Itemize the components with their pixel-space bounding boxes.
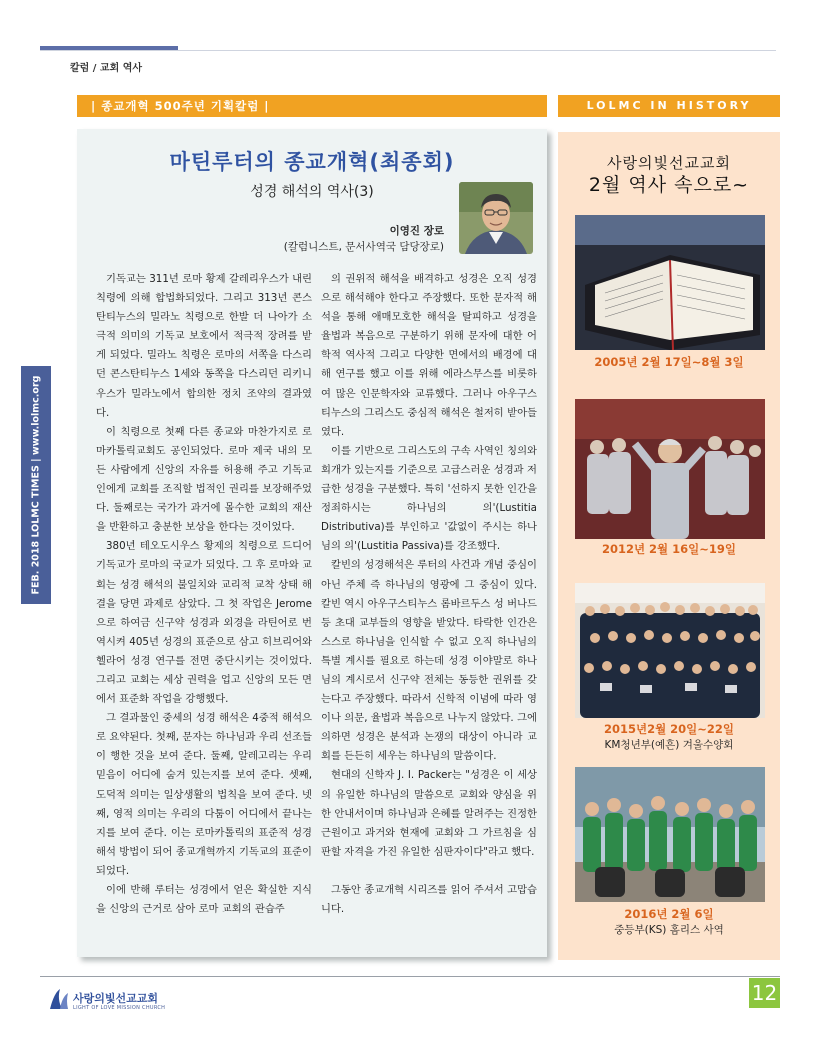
paragraph: 이 칙령으로 첫째 다른 종교와 마찬가지로 로마카톨릭교회도 공인되었다. 로마 제국 내의 모든 사람에게 신앙의 자유를 허용해 주고 기독교인에게 교회를 조직할 법적인 권리를 보장해주었다. 둘째로는 국가가 과거에 몰수한 교회의 재산을 반환하고 충분한 보상을 한다는 것이었다.: [96, 425, 312, 534]
history-photo-homeless-ministry: [575, 767, 765, 902]
history-photo-bible: [575, 215, 765, 350]
church-name-english: LIGHT OF LOVE MISSION CHURCH: [73, 1005, 166, 1011]
history-date-2: 2012년 2월 16일~19일: [601, 542, 737, 556]
article-title: 마틴루터의 종교개혁(최종회): [169, 150, 455, 174]
history-title: [558, 152, 780, 196]
footer-divider: [40, 976, 780, 977]
paragraph: 380년 테오도시우스 황제의 칙령으로 드디어 기독교가 로마의 국교가 되었다. 그 후 로마와 교회는 성경 해석의 불일치와 교리적 교착 상태 해결을 당면 과제로 삼았다. 그 첫 작업은 Jerome으로 하여금 신구약 성경과 외경을 라틴어로 번역시켜 405년 성경의 표준으로 삼고 히브리어와 헬라어 성경 연구를 전면 중단시키는 것이었다. 그리고 교회는 세상 권력을 업고 신앙의 모든 면에서 표준화 작업을 강행했다.: [96, 540, 312, 706]
side-tab-text: FEB. 2018 LOLMC TIMES | www.lolmc.org: [30, 375, 42, 595]
history-desc-3: KM청년부(예흔) 겨울수양회: [604, 739, 734, 751]
history-banner: LOLMC IN HISTORY: [558, 95, 780, 117]
history-title-line1: 사랑의빛선교교회: [607, 154, 731, 172]
article-column-2: [321, 270, 537, 919]
history-desc-4: 중등부(KS) 홈리스 사역: [614, 924, 724, 936]
author-role: (칼럼니스트, 문서사역국 담당장로): [283, 241, 444, 253]
page-number: 12: [749, 978, 780, 1008]
church-name: 사랑의빛선교교회: [73, 992, 159, 1005]
history-photo-worship: [575, 399, 765, 539]
paragraph: 현대의 신학자 J. I. Packer는 "성경은 이 세상의 유일한 하나님의 말씀으로 교회와 양심을 위한 안내서이며 하나님과 은혜를 알려주는 진정한 근원이고 과거와 현재에 교회와 그 가르침을 심판할 자격을 가진 유일한 심판자이다"라고 했다.: [321, 769, 537, 858]
paragraph: 이에 반해 루터는 성경에서 얻은 확실한 지식을 신앙의 근거로 삼아 로마 교회의 관습주: [96, 884, 312, 916]
history-date-4: 2016년 2월 6일: [624, 907, 714, 921]
paragraph: 이를 기반으로 그리스도의 구속 사역인 칭의와 회개가 있는지를 기준으로 고급스러운 성경과 저급한 성경을 구분했다. 특히 '선하지 못한 인간을 정죄하시는 하나님의 의'(Lustitia Distributiva)를 부인하고 '값없이 주시는 하나님의 의'(Lustitia Passiva)를 강조했다.: [321, 444, 537, 553]
article-column-1: [96, 270, 312, 919]
article-subtitle: 성경 해석의 역사(3): [250, 184, 374, 200]
author-photo: [459, 182, 533, 254]
paragraph: 칼빈의 성경해석은 루터의 사건과 개념 중심이 아닌 주체 즉 하나님의 영광에 그 중심이 있다. 칼빈 역시 아우구스티누스 롬바르두스 성 버나드 등 초대 교부들의 영향을 받았다. 타락한 인간은 스스로 하나님을 인식할 수 없고 오직 하나님의 특별 계시를 필요로 하는데 성경 이야말로 하나님의 계시로서 신구약 전체는 동등한 권위를 갖는다고 주장했다. 따라서 신학적 이념에 따라 영이나 의문, 율법과 복음으로 나누지 않았다. 그에 의하면 성경은 분석과 논쟁의 대상이 아니라 교회를 든든히 세우는 하나님의 말씀이다.: [321, 559, 537, 763]
header-divider: [40, 50, 776, 51]
history-title-line2: 2월 역사 속으로~: [588, 174, 750, 196]
paragraph: 그 결과물인 중세의 성경 해석은 4중적 해석으로 요약된다. 첫째, 문자는 하나님과 우리 선조들이 행한 것을 보여 준다. 둘째, 알레고리는 우리 믿음이 어디에 숨겨 있는지를 보여 준다. 셋째, 도덕적 의미는 일상생활의 법칙을 보여 준다. 넷째, 영적 의미는 우리의 다툼이 어디에서 끝나는지를 보여 준다. 이는 로마카톨릭의 표준적 성경 해석 방법이 되어 종교개혁까지 기독교의 표준이 되었다.: [96, 712, 312, 877]
paragraph: 그동안 종교개혁 시리즈를 읽어 주셔서 고맙습니다.: [321, 883, 537, 915]
history-photo-youth-retreat: [575, 583, 765, 718]
history-date-3: 2015년2월 20일~22일: [603, 722, 735, 736]
side-tab: [21, 366, 51, 604]
paragraph: 기독교는 311년 로마 황제 갈레리우스가 내린 칙령에 의해 합법화되었다. 그리고 313년 콘스탄티누스의 밀라노 칙령으로 한발 더 나아가 소극적 의미의 기독교 보호에서 적극적 장려를 받게 되었다. 밀라노 칙령은 로마의 서쪽을 다스리던 콘스탄티누스 1세와 동쪽을 다스리던 리키니우스가 밀라노에서 합의한 정치 조약의 결과였다.: [96, 273, 312, 419]
paragraph: 의 권위적 해석을 배격하고 성경은 오직 성경으로 해석해야 한다고 주장했다. 또한 문자적 해석을 통해 애매모호한 해석을 탈피하고 성경을 율법과 복음으로 구분하기 위해 문자에 대한 어학적 역사적 그리고 다양한 면에서의 배경에 대해 연구를 했고 이를 위해 에라스무스를 비롯하여 많은 인문학자와 교류했다. 그러나 아우구스티누스의 그리스도 중심적 해석은 철저히 받아들였다.: [321, 273, 537, 438]
section-label: 칼럼 / 교회 역사: [70, 63, 143, 74]
church-logo-icon: [48, 987, 70, 1015]
column-banner: | 종교개혁 500주년 기획칼럼 |: [77, 95, 547, 117]
history-date-1: 2005년 2월 17일~8월 3일: [594, 355, 744, 369]
author-name: 이영진 장로: [389, 225, 444, 237]
